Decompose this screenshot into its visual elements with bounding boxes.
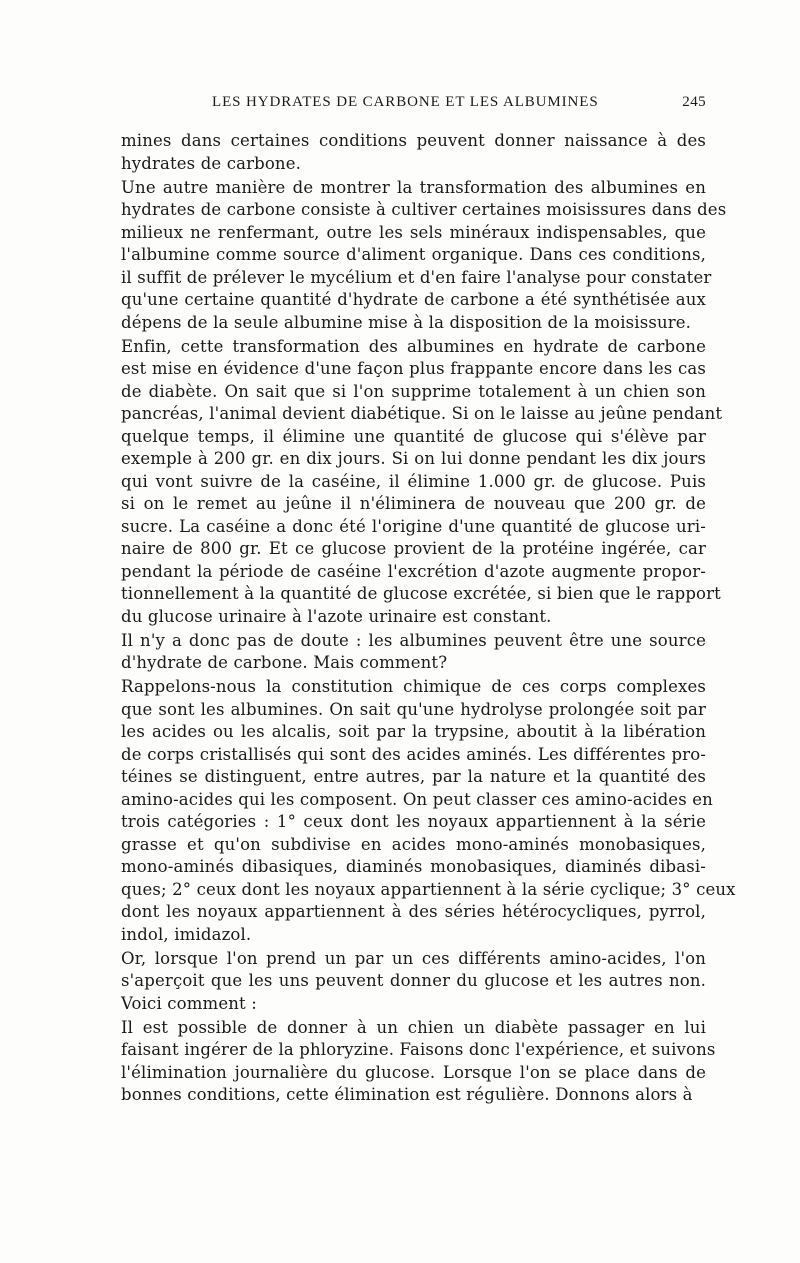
text-line: pendant la période de caséine l'excrétion d'azote augmente propor- xyxy=(121,561,706,581)
paragraph xyxy=(121,336,723,629)
text-line: de corps cristallisés qui sont des acides aminés. Les différentes pro- xyxy=(121,744,706,764)
text-line: Il n'y a donc pas de doute : les albumines peuvent être une source xyxy=(121,630,706,650)
text-line: Il est possible de donner à un chien un diabète passager en lui xyxy=(121,1017,706,1037)
text-line: hydrates de carbone consiste à cultiver certaines moisissures dans des xyxy=(121,200,727,219)
paragraph xyxy=(121,676,736,946)
paragraph xyxy=(121,630,706,675)
text-line: d'hydrate de carbone. Mais comment? xyxy=(121,653,448,672)
text-line: Voici comment : xyxy=(121,993,257,1013)
text-line: grasse et qu'on subdivise en acides mono-aminés monobasiques, xyxy=(121,834,706,854)
text-line: pancréas, l'animal devient diabétique. Si on le laisse au jeûne pendant xyxy=(121,404,723,423)
text-line: qui vont suivre de la caséine, il élimine 1.000 gr. de glucose. Puis xyxy=(121,471,706,491)
text-line: téines se distinguent, entre autres, par la nature et la quantité des xyxy=(121,767,706,786)
running-head xyxy=(121,94,706,116)
text-line: de diabète. On sait que si l'on supprime totalement à un chien son xyxy=(121,381,706,401)
paragraph xyxy=(121,177,727,335)
text-line: Une autre manière de montrer la transformation des albumines en xyxy=(121,177,706,197)
text-line: bonnes conditions, cette élimination est régulière. Donnons alors à xyxy=(121,1085,693,1104)
text-line: l'albumine comme source d'aliment organique. Dans ces conditions, xyxy=(121,245,706,264)
text-line: les acides ou les alcalis, soit par la trypsine, aboutit à la libération xyxy=(121,722,706,741)
text-line: tionnellement à la quantité de glucose excrétée, si bien que le rapport xyxy=(121,584,721,603)
text-line: exemple à 200 gr. en dix jours. Si on lui donne pendant les dix jours xyxy=(121,449,706,468)
text-line: trois catégories : 1° ceux dont les noyaux appartiennent à la série xyxy=(121,812,706,831)
text-line: faisant ingérer de la phloryzine. Faisons donc l'expérience, et suivons xyxy=(121,1040,716,1059)
text-line: indol, imidazol. xyxy=(121,924,252,944)
text-line: si on le remet au jeûne il n'éliminera de nouveau que 200 gr. de xyxy=(121,494,706,513)
paragraph xyxy=(121,948,706,1016)
text-line: Enfin, cette transformation des albumines en hydrate de carbone xyxy=(121,336,706,356)
text-line: naire de 800 gr. Et ce glucose provient de la protéine ingérée, car xyxy=(121,539,706,558)
text-line: Rappelons-nous la constitution chimique de ces corps complexes xyxy=(121,677,706,696)
text-line: mines dans certaines conditions peuvent donner naissance à des xyxy=(121,131,706,150)
running-title: LES HYDRATES DE CARBONE ET LES ALBUMINES xyxy=(212,94,599,110)
text-line: sucre. La caséine a donc été l'origine d'une quantité de glucose uri- xyxy=(121,516,706,536)
text-line: qu'une certaine quantité d'hydrate de carbone a été synthétisée aux xyxy=(121,290,706,309)
body-text xyxy=(121,130,736,1108)
paragraph xyxy=(121,1017,716,1107)
page-number: 245 xyxy=(682,94,706,110)
text-line: amino-acides qui les composent. On peut classer ces amino-acides en xyxy=(121,789,713,809)
text-line: dépens de la seule albumine mise à la disposition de la moisissure. xyxy=(121,312,692,332)
text-line: quelque temps, il élimine une quantité de glucose qui s'élève par xyxy=(121,426,706,446)
text-line: s'aperçoit que les uns peuvent donner du glucose et les autres non. xyxy=(121,971,706,990)
text-line: dont les noyaux appartiennent à des séries hétérocycliques, pyrrol, xyxy=(121,902,706,921)
text-line: mono-aminés dibasiques, diaminés monobasiques, diaminés dibasi- xyxy=(121,857,706,876)
paragraph xyxy=(121,130,706,175)
text-line: ques; 2° ceux dont les noyaux appartiennent à la série cyclique; 3° ceux xyxy=(121,879,736,899)
text-line: du glucose urinaire à l'azote urinaire est constant. xyxy=(121,606,552,626)
text-line: milieux ne renfermant, outre les sels minéraux indispensables, que xyxy=(121,222,706,242)
text-line: est mise en évidence d'une façon plus frappante encore dans les cas xyxy=(121,359,706,378)
text-line: l'élimination journalière du glucose. Lorsque l'on se place dans de xyxy=(121,1062,706,1082)
text-line: hydrates de carbone. xyxy=(121,153,302,173)
text-line: que sont les albumines. On sait qu'une hydrolyse prolongée soit par xyxy=(121,699,706,719)
text-line: Or, lorsque l'on prend un par un ces différents amino-acides, l'on xyxy=(121,948,706,968)
text-line: il suffit de prélever le mycélium et d'en faire l'analyse pour constater xyxy=(121,267,712,287)
